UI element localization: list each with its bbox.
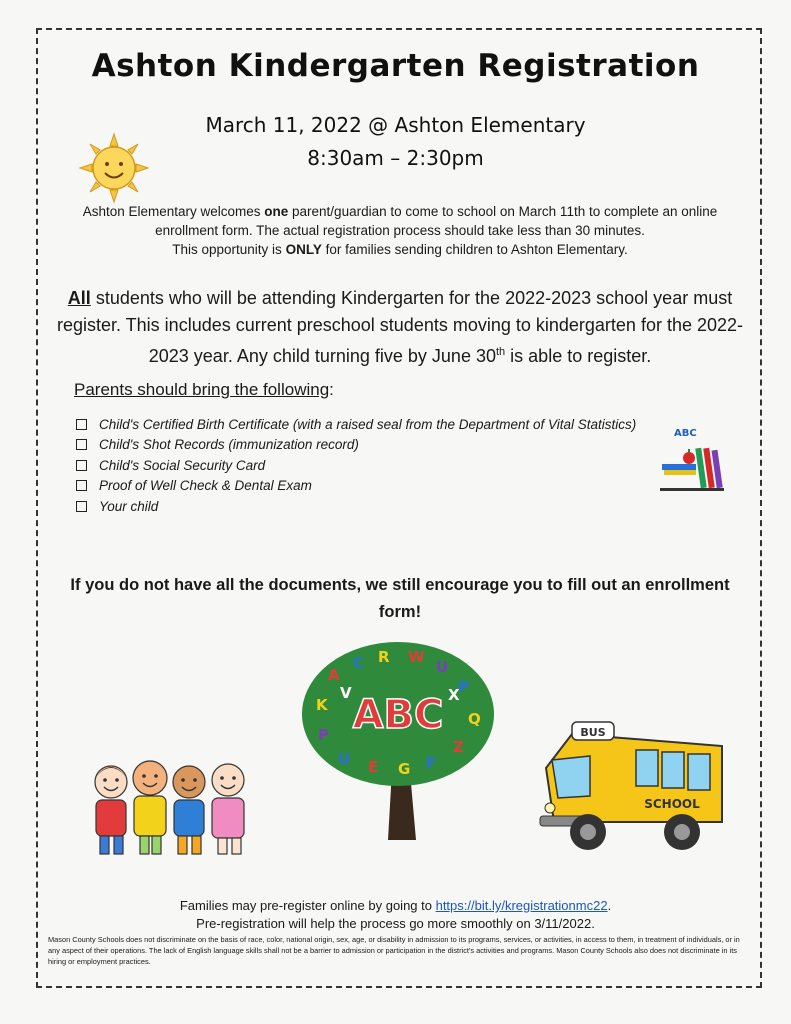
registration-link[interactable]: https://bit.ly/kregistrationmc22 (435, 898, 608, 913)
checklist-item: Your child (76, 496, 636, 517)
svg-text:A: A (328, 666, 340, 684)
checklist-item: Child's Shot Records (immunization record) (76, 435, 636, 456)
school-bus-illustration (532, 712, 732, 864)
event-time: 8:30am – 2:30pm (307, 146, 484, 170)
checkbox-icon (76, 439, 87, 450)
checkbox-icon (76, 419, 87, 430)
books-icon (652, 420, 732, 496)
encourage-message: If you do not have all the documents, we still encourage you to fill out an enrollment form! (70, 576, 730, 621)
svg-text:ABC: ABC (352, 692, 444, 738)
children-illustration (86, 752, 270, 864)
intro-text: Ashton Elementary welcomes one parent/guardian to come to school on March 11th to complete an online enrollment form. The actual registration process should take less than 30 minutes. This opportunity is ONLY for families sending children to Ashton Elementary. (82, 204, 718, 257)
event-date: March 11, 2022 @ Ashton Elementary (205, 113, 586, 137)
checklist-item: Child's Certified Birth Certificate (with a raised seal from the Department of Vital Statistics) (76, 414, 636, 435)
abc-tree-illustration (298, 640, 498, 850)
bring-heading: Parents should bring the following: (74, 380, 334, 399)
checklist-item: Proof of Well Check & Dental Exam (76, 476, 636, 497)
svg-text:BUS: BUS (580, 726, 606, 739)
svg-text:SCHOOL: SCHOOL (644, 797, 700, 811)
svg-text:K: K (316, 696, 328, 714)
svg-text:U: U (338, 750, 351, 768)
svg-text:E: E (368, 758, 379, 776)
svg-text:W: W (408, 648, 425, 666)
svg-text:R: R (378, 648, 390, 666)
svg-text:F: F (426, 754, 437, 772)
svg-text:X: X (448, 686, 460, 704)
svg-text:P: P (458, 678, 469, 696)
svg-text:C: C (353, 654, 365, 672)
checkbox-icon (76, 501, 87, 512)
checkbox-icon (76, 460, 87, 471)
svg-text:U: U (436, 658, 449, 676)
svg-text:Q: Q (468, 710, 481, 728)
svg-text:ABC: ABC (674, 428, 697, 439)
svg-text:P: P (318, 726, 329, 744)
pre-register-info: Families may pre-register online by going to https://bit.ly/kregistrationmc22. Pre-registration will help the process go more smoothly on 3/11/2022. (179, 898, 612, 931)
sun-icon (78, 132, 150, 204)
svg-text:Z: Z (453, 738, 464, 756)
svg-text:G: G (398, 760, 411, 778)
checkbox-icon (76, 480, 87, 491)
eligibility-paragraph: All students who will be attending Kindergarten for the 2022-2023 school year must register. This includes current preschool students moving to kindergarten for the 2022-2023 year. Any child turning five by June 30th is able to register. (56, 288, 744, 366)
nondiscrimination-disclaimer: Mason County Schools does not discriminate on the basis of race, color, national origin, sex, age, or disability in admission to its programs, services, or activities, in access to them, in treatment of individuals, or in any aspect of their operations. The lack of English language skills shall not be a barrier to admission or participation in the district's activities and programs. Mason County Schools also does not discriminate in its hiring or employment practices. (48, 935, 740, 966)
checklist-item: Child's Social Security Card (76, 455, 636, 476)
page-title: Ashton Kindergarten Registration (91, 48, 700, 84)
svg-text:V: V (340, 684, 352, 702)
document-checklist (76, 414, 636, 517)
